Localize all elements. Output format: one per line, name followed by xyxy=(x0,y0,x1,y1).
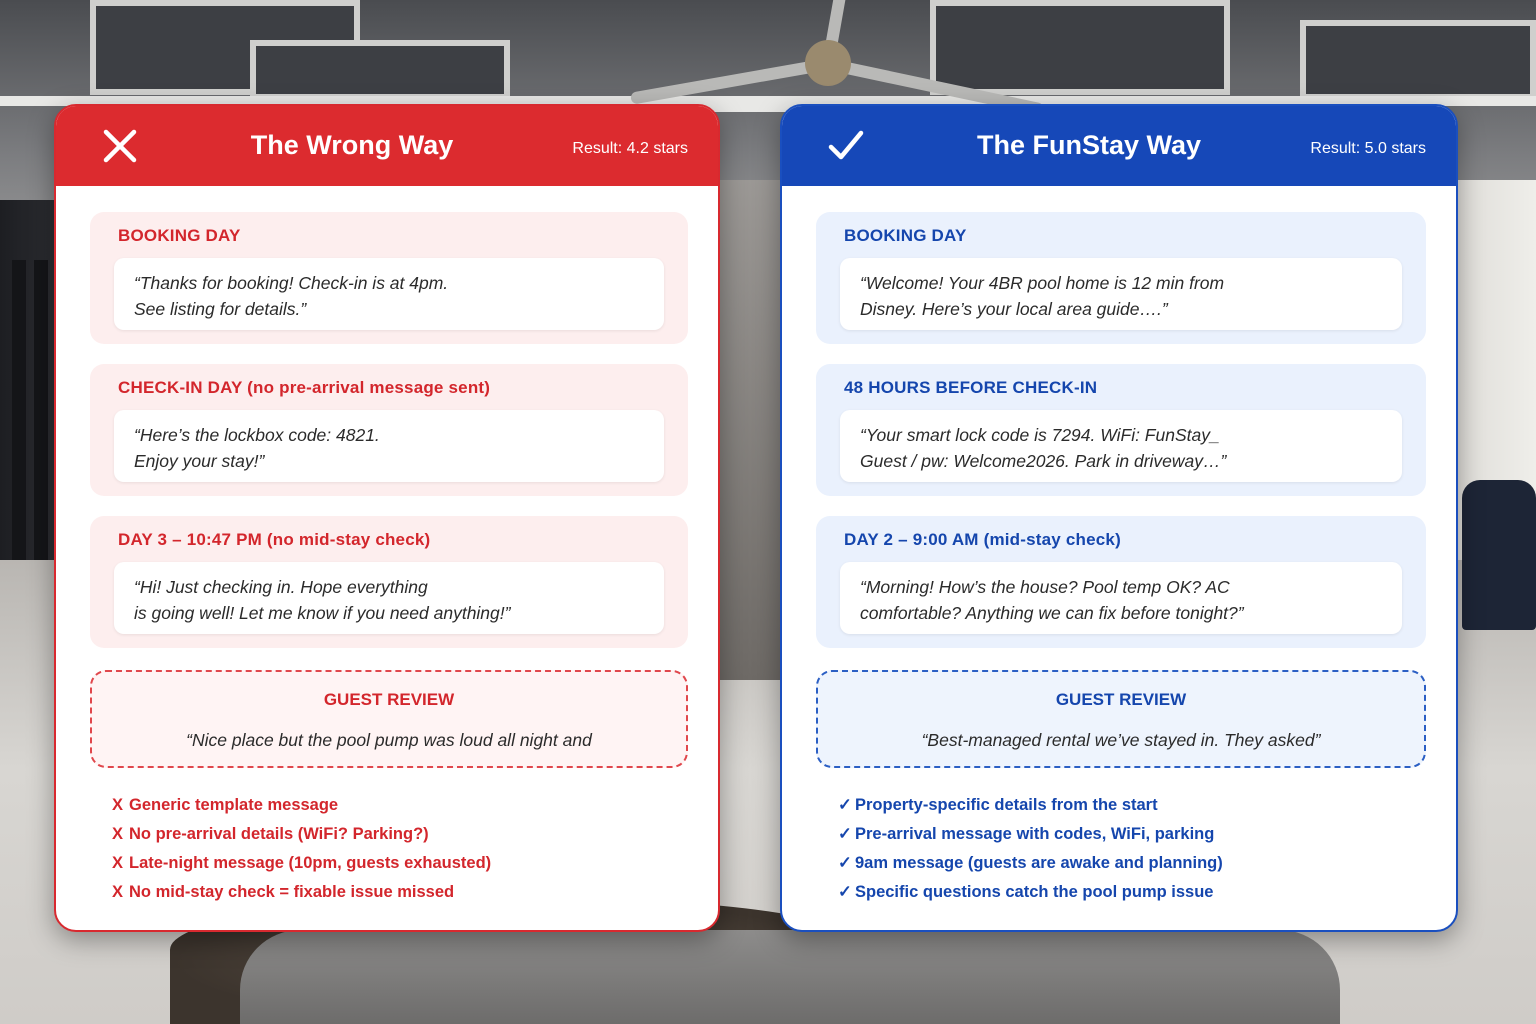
message-line: is going well! Let me know if you need anything!” xyxy=(134,603,511,623)
card-title: The Wrong Way xyxy=(250,130,454,160)
list-item xyxy=(112,881,491,910)
message-bubble xyxy=(840,410,1402,482)
x-mark-icon: X xyxy=(112,883,124,901)
result-rating: Result: 4.2 stars xyxy=(572,140,688,157)
message-line: comfortable? Anything we can fix before tonight?” xyxy=(860,603,1244,623)
timeline-step xyxy=(816,364,1426,496)
message-line: “Welcome! Your 4BR pool home is 12 min from xyxy=(860,273,1225,293)
message-bubble xyxy=(114,258,664,330)
timeline-step xyxy=(90,212,688,344)
ceiling-coffer xyxy=(1300,20,1536,100)
timeline-step xyxy=(90,516,688,648)
message-line: “Morning! How’s the house? Pool temp OK? AC xyxy=(860,577,1230,597)
message-bubble xyxy=(840,562,1402,634)
list-item-text: Pre-arrival message with codes, WiFi, parking xyxy=(855,825,1215,843)
step-label: DAY 3 – 10:47 PM (no mid-stay check) xyxy=(118,530,431,549)
step-label: 48 HOURS BEFORE CHECK-IN xyxy=(844,378,1098,397)
guest-review-box xyxy=(90,670,688,768)
message-line: “Hi! Just checking in. Hope everything xyxy=(134,577,428,597)
list-item xyxy=(112,794,491,823)
message-line: Guest / pw: Welcome2026. Park in driveway…” xyxy=(860,451,1227,471)
list-item xyxy=(112,852,491,881)
list-item xyxy=(838,881,1223,910)
checkmark-icon: ✓ xyxy=(838,883,852,901)
funstay-way-header xyxy=(782,106,1456,186)
review-label: GUEST REVIEW xyxy=(1055,690,1187,709)
result-rating: Result: 5.0 stars xyxy=(1310,140,1426,157)
list-item xyxy=(838,794,1223,823)
card-title: The FunStay Way xyxy=(976,130,1202,160)
sofa xyxy=(240,930,1340,1024)
list-item-text: Generic template message xyxy=(129,796,339,814)
checkmark-icon: ✓ xyxy=(838,796,852,814)
list-item-text: No mid-stay check = fixable issue missed xyxy=(129,883,455,901)
message-line: “Your smart lock code is 7294. WiFi: FunStay_ xyxy=(860,425,1220,445)
x-mark-icon: X xyxy=(112,825,124,843)
issues-list xyxy=(112,794,491,910)
bar-stool xyxy=(1462,480,1536,630)
list-item-text: No pre-arrival details (WiFi? Parking?) xyxy=(129,825,429,843)
step-label: BOOKING DAY xyxy=(118,226,241,245)
checkmark-icon: ✓ xyxy=(838,854,852,872)
benefits-list xyxy=(838,794,1223,910)
ceiling-coffer xyxy=(930,0,1230,95)
funstay-way-card xyxy=(780,104,1458,932)
timeline-step xyxy=(816,212,1426,344)
message-line: “Here’s the lockbox code: 4821. xyxy=(134,425,380,445)
step-label: CHECK-IN DAY (no pre-arrival message sent) xyxy=(118,378,491,397)
message-line: See listing for details.” xyxy=(134,299,307,319)
message-bubble xyxy=(114,410,664,482)
message-line: Enjoy your stay!” xyxy=(134,451,265,471)
review-quote: “Best-managed rental we’ve stayed in. They asked” xyxy=(921,730,1321,750)
list-item xyxy=(838,852,1223,881)
list-item xyxy=(112,823,491,852)
message-line: “Thanks for booking! Check-in is at 4pm. xyxy=(134,273,449,293)
wrong-way-card xyxy=(54,104,720,932)
list-item-text: Property-specific details from the start xyxy=(855,796,1158,814)
list-item-text: Specific questions catch the pool pump issue xyxy=(855,883,1214,901)
review-label: GUEST REVIEW xyxy=(323,690,455,709)
list-item-text: 9am message (guests are awake and planning) xyxy=(855,854,1223,872)
step-label: BOOKING DAY xyxy=(844,226,967,245)
checkmark-icon: ✓ xyxy=(838,825,852,843)
ceiling-coffer xyxy=(250,40,510,100)
ceiling-fan-hub xyxy=(805,40,851,86)
wrong-way-header xyxy=(56,106,718,186)
step-label: DAY 2 – 9:00 AM (mid-stay check) xyxy=(844,530,1121,549)
x-icon xyxy=(100,126,140,166)
x-mark-icon: X xyxy=(112,796,124,814)
timeline-step xyxy=(90,364,688,496)
x-mark-icon: X xyxy=(112,854,124,872)
message-line: Disney. Here’s your local area guide….” xyxy=(860,299,1168,319)
guest-review-box xyxy=(816,670,1426,768)
list-item xyxy=(838,823,1223,852)
checkmark-icon xyxy=(826,126,866,166)
review-quote: “Nice place but the pool pump was loud all night and xyxy=(186,730,592,750)
timeline-step xyxy=(816,516,1426,648)
message-bubble xyxy=(114,562,664,634)
message-bubble xyxy=(840,258,1402,330)
list-item-text: Late-night message (10pm, guests exhausted) xyxy=(129,854,492,872)
